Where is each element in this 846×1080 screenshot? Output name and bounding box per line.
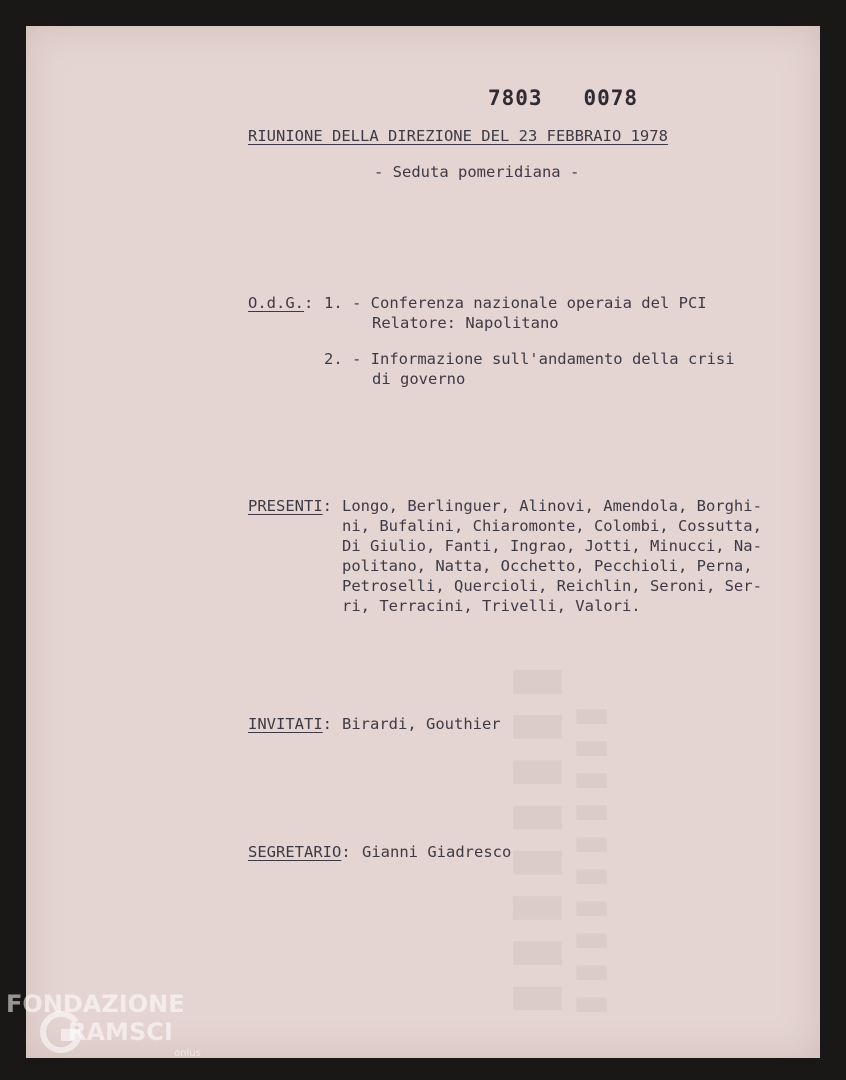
odg-item-2-cont: di governo <box>372 370 466 388</box>
logo-line-3: onlus <box>174 1048 201 1059</box>
session-subtitle: - Seduta pomeridiana - <box>374 163 580 181</box>
document-number: 7803 0078 <box>488 86 639 110</box>
logo-line-2: RAMSCI <box>68 1018 173 1046</box>
presenti-line: Longo, Berlinguer, Alinovi, Amendola, Borghi- <box>342 497 762 515</box>
invitati-value: Birardi, Gouthier <box>342 715 501 733</box>
odg-item-1: 1. - Conferenza nazionale operaia del PCI <box>324 294 707 312</box>
presenti-label: PRESENTI <box>248 497 323 515</box>
document-title: RIUNIONE DELLA DIREZIONE DEL 23 FEBBRAIO 1978 <box>248 127 668 145</box>
odg-label-wrap: O.d.G.: <box>248 294 314 312</box>
logo-line-1: FONDAZIONE <box>6 990 185 1018</box>
odg-label: O.d.G. <box>248 294 304 312</box>
segretario-value: Gianni Giadresco <box>362 843 512 861</box>
presenti-label-wrap: PRESENTI: <box>248 497 332 515</box>
odg-item-1-rapporteur: Relatore: Napolitano <box>372 314 559 332</box>
segretario-label-wrap: SEGRETARIO: <box>248 843 351 861</box>
presenti-line: ri, Terracini, Trivelli, Valori. <box>342 597 641 615</box>
bleed-through-stamp-2: ▮▮▮▮▮▮▮▮▮▮ <box>566 695 612 1016</box>
bleed-through-stamp: ▮▮▮▮▮▮▮▮ <box>496 654 570 1016</box>
odg-item-2: 2. - Informazione sull'andamento della crisi <box>324 350 735 368</box>
fondazione-gramsci-logo <box>6 990 216 1070</box>
presenti-line: Di Giulio, Fanti, Ingrao, Jotti, Minucci, Na- <box>342 537 762 555</box>
invitati-label: INVITATI <box>248 715 323 733</box>
presenti-line: politano, Natta, Occhetto, Pecchioli, Perna, <box>342 557 753 575</box>
presenti-line: Petroselli, Quercioli, Reichlin, Seroni, Ser- <box>342 577 762 595</box>
segretario-label: SEGRETARIO <box>248 843 342 861</box>
invitati-label-wrap: INVITATI: <box>248 715 332 733</box>
presenti-line: ni, Bufalini, Chiaromonte, Colombi, Cossutta, <box>342 517 762 535</box>
